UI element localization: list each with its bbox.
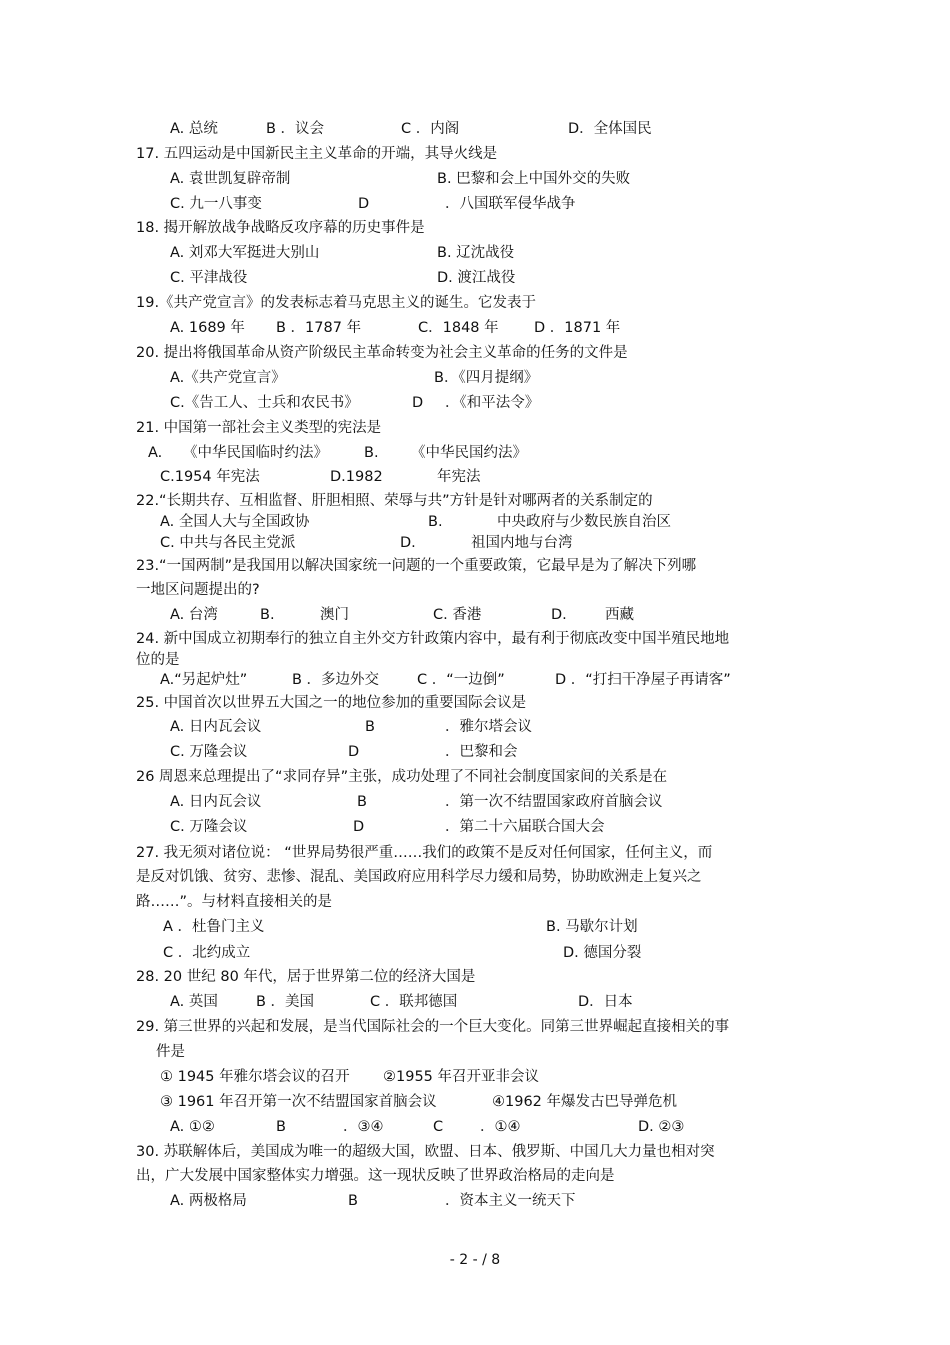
text-line: 24. 新中国成立初期奉行的独立自主外交方针政策内容中，最有利于彻底改变中国半殖民地地 (136, 631, 730, 647)
text-line: 位的是 (136, 652, 180, 668)
text-line: A. (148, 445, 163, 461)
text-line: C. 中共与各民主党派 (160, 535, 296, 551)
option-text: D (358, 196, 370, 212)
option-text: D. 德国分裂 (563, 945, 642, 961)
option-text: B ．美国 (256, 994, 315, 1010)
text-line: 23.“一国两制”是我国用以解决国家统一问题的一个重要政策，它最早是为了解决下列哪 (136, 558, 697, 574)
text-line: 30. 苏联解体后，美国成为唯一的超级大国，欧盟、日本、俄罗斯、中国几大力量也相对突 (136, 1144, 715, 1160)
option-text: 西藏 (605, 607, 634, 623)
option-text: D. ②③ (638, 1119, 685, 1135)
option-text: B．《四月提纲》 (434, 370, 539, 386)
text-line: 29. 第三世界的兴起和发展，是当代国际社会的一个巨大变化。同第三世界崛起直接相关的事 (136, 1019, 730, 1035)
option-text: 年宪法 (437, 469, 481, 485)
option-text: B ．1787 年 (276, 320, 362, 336)
text-line: 出，广大发展中国家整体实力增强。这一现状反映了世界政治格局的走向是 (136, 1168, 615, 1184)
option-text: C ．联邦德国 (370, 994, 458, 1010)
option-text: ．①④ (480, 1119, 521, 1135)
text-line: C.1954 年宪法 (160, 469, 260, 485)
text-line: 21. 中国第一部社会主义类型的宪法是 (136, 420, 382, 436)
option-text: 中央政府与少数民族自治区 (497, 514, 671, 530)
option-text: ②1955 年召开亚非会议 (383, 1069, 540, 1085)
text-line: 26 周恩来总理提出了“求同存异”主张，成功处理了不同社会制度国家间的关系是在 (136, 769, 668, 785)
option-text: D.1982 (330, 469, 383, 485)
text-line: 22.“长期共存、互相监督、肝胆相照、荣辱与共”方针是针对哪两者的关系制定的 (136, 493, 653, 509)
option-text: B ．多边外交 (292, 672, 380, 688)
text-line: A. 日内瓦会议 (170, 719, 262, 735)
text-line: C. 万隆会议 (170, 819, 248, 835)
option-text: B. 巴黎和会上中国外交的失败 (437, 171, 631, 187)
text-line: C. 九一八事变 (170, 196, 262, 212)
text-line: A. 英国 (170, 994, 218, 1010)
option-text: D ．“打扫干净屋子再请客” (555, 672, 731, 688)
option-text: C (433, 1119, 444, 1135)
page-number: - 2 - / 8 (449, 1252, 501, 1268)
text-line: 17. 五四运动是中国新民主主义革命的开端，其导火线是 (136, 146, 498, 162)
option-text: B. 辽沈战役 (437, 245, 515, 261)
text-line: 25. 中国首次以世界五大国之一的地位参加的重要国际会议是 (136, 695, 527, 711)
text-line: A. 总统 (170, 121, 218, 137)
text-line: A. 台湾 (170, 607, 218, 623)
option-text: ④1962 年爆发古巴导弹危机 (492, 1094, 678, 1110)
text-line: C. 平津战役 (170, 270, 248, 286)
option-text: B. (364, 445, 379, 461)
option-text: D (412, 395, 424, 411)
option-text: C. 香港 (433, 607, 482, 623)
text-line: ③ 1961 年召开第一次不结盟国家首脑会议 (160, 1094, 437, 1110)
option-text: D. 渡江战役 (437, 270, 516, 286)
text-line: 是反对饥饿、贫穷、悲惨、混乱、美国政府应用科学尽力缓和局势，协助欧洲走上复兴之 (136, 869, 702, 885)
option-text: ．八国联军侵华战争 (445, 196, 576, 212)
option-text: D．全体国民 (568, 121, 652, 137)
option-text: C ．“一边倒” (417, 672, 505, 688)
option-text: B (365, 719, 375, 735)
text-line: 一地区问题提出的? (136, 582, 260, 598)
option-text: D. (400, 535, 416, 551)
option-text: B (357, 794, 367, 810)
option-text: D (348, 744, 360, 760)
option-text: D (353, 819, 365, 835)
text-line: A. 袁世凯复辟帝制 (170, 171, 291, 187)
option-text: B (276, 1119, 286, 1135)
text-line: 19.《共产党宣言》的发表标志着马克思主义的诞生。它发表于 (136, 295, 537, 311)
option-text: B ．议会 (266, 121, 325, 137)
option-text: ．第一次不结盟国家政府首脑会议 (445, 794, 663, 810)
text-line: 件是 (156, 1044, 185, 1060)
option-text: B. 马歇尔计划 (546, 919, 638, 935)
option-text: ．第二十六届联合国大会 (445, 819, 605, 835)
option-text: C ．内阁 (401, 121, 460, 137)
option-text: ．资本主义一统天下 (445, 1193, 576, 1209)
text-line: C.《告工人、士兵和农民书》 (170, 395, 359, 411)
text-line: A. 刘邓大军挺进大别山 (170, 245, 320, 261)
text-line: A. 日内瓦会议 (170, 794, 262, 810)
option-text: B. (260, 607, 275, 623)
option-text: D ．1871 年 (534, 320, 621, 336)
option-text: D. (551, 607, 567, 623)
option-text: B. (428, 514, 443, 530)
text-line: 路……”。与材料直接相关的是 (136, 894, 333, 910)
text-line: 20. 提出将俄国革命从资产阶级民主革命转变为社会主义革命的任务的文件是 (136, 345, 628, 361)
option-text: ．巴黎和会 (445, 744, 518, 760)
option-text: 祖国内地与台湾 (471, 535, 573, 551)
text-line: A. 全国人大与全国政协 (160, 514, 310, 530)
option-text: 《中华民国临时约法》 (183, 445, 328, 461)
text-line: A. 两极格局 (170, 1193, 247, 1209)
option-text: ．雅尔塔会议 (445, 719, 532, 735)
text-line: A.“另起炉灶” (160, 672, 248, 688)
text-line: A. ①② (170, 1119, 215, 1135)
option-text: B (348, 1193, 358, 1209)
text-line: 27. 我无须对诸位说： “世界局势很严重……我们的政策不是反对任何国家，任何主义，而 (136, 845, 713, 861)
text-line: ① 1945 年雅尔塔会议的召开 (160, 1069, 350, 1085)
option-text: 澳门 (320, 607, 349, 623)
option-text: D．日本 (578, 994, 633, 1010)
text-line: 18. 揭开解放战争战略反攻序幕的历史事件是 (136, 220, 425, 236)
text-line: C ．北约成立 (163, 945, 251, 961)
text-line: C. 万隆会议 (170, 744, 248, 760)
option-text: 《中华民国约法》 (411, 445, 527, 461)
text-line: A. 1689 年 (170, 320, 245, 336)
text-line: 28. 20 世纪 80 年代，居于世界第二位的经济大国是 (136, 969, 476, 985)
option-text: ．③④ (343, 1119, 384, 1135)
option-text: C．1848 年 (418, 320, 499, 336)
option-text: ．《和平法令》 (445, 395, 540, 411)
text-line: A.《共产党宣言》 (170, 370, 286, 386)
text-line: A ．杜鲁门主义 (163, 919, 265, 935)
